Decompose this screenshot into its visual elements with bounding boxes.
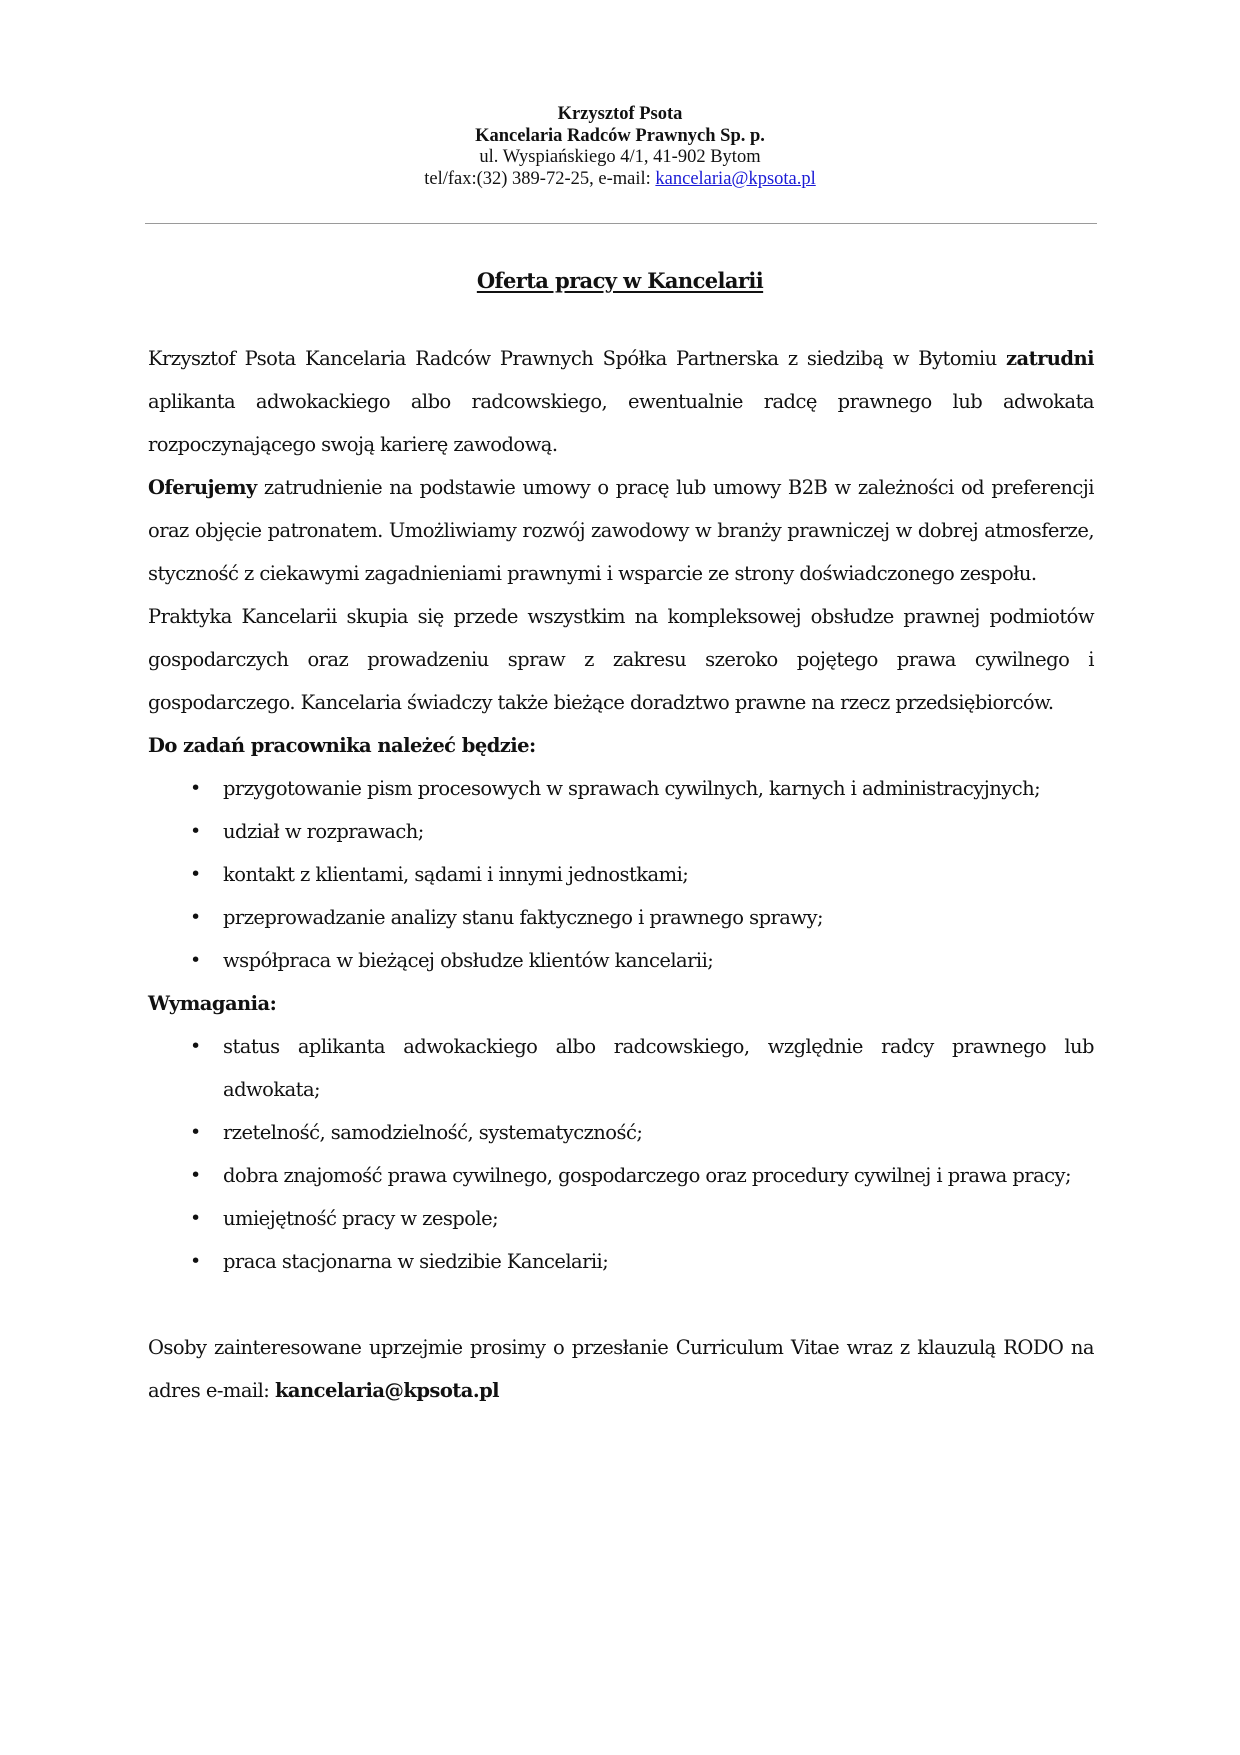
contact-phone: tel/fax:(32) 389-72-25, e-mail: <box>424 168 656 189</box>
closing-text: Osoby zainteresowane uprzejmie prosimy o przesłanie Curriculum Vitae wraz z klauzulą RODO na adres e-mail: <box>148 1336 1094 1402</box>
bullet-icon: • <box>190 949 201 971</box>
bullet-icon: • <box>190 1250 201 1272</box>
list-item <box>148 1154 1094 1197</box>
intro-line1: Krzysztof Psota Kancelaria Radców Prawnych Spółka Partnerska z siedzibą w Bytomiu <box>148 347 997 370</box>
list-item-text: rzetelność, samodzielność, systematyczność; <box>223 1121 643 1144</box>
list-item-text: przeprowadzanie analizy stanu faktycznego i prawnego sprawy; <box>223 906 823 929</box>
header-divider <box>145 223 1097 224</box>
bullet-icon: • <box>190 820 201 842</box>
practice-paragraph: Praktyka Kancelarii skupia się przede wszystkim na kompleksowej obsłudze prawnej podmiotów gospodarczych oraz prowadzeniu spraw z zakresu szeroko pojętego prawa cywilnego i gospodarczego. Kancelaria świadczy także bieżące doradztwo prawne na rzecz przedsiębiorców. <box>148 605 1094 714</box>
list-item-text: status aplikanta adwokackiego albo radcowskiego, względnie radcy prawnego lub adwokata; <box>223 1035 1094 1101</box>
list-item-text: umiejętność pracy w zespole; <box>223 1207 499 1230</box>
duties-list <box>148 767 1094 982</box>
intro-bold: zatrudni <box>1006 347 1094 370</box>
intro-paragraph <box>148 337 1094 466</box>
bullet-icon: • <box>190 863 201 885</box>
offer-bold: Oferujemy <box>148 476 257 499</box>
closing-email: kancelaria@kpsota.pl <box>274 1379 500 1402</box>
offer-rest: zatrudnienie na podstawie umowy o pracę lub umowy B2B w zależności od preferencji oraz objęcie patronatem. Umożliwiamy rozwój zawodowy w branży prawniczej w dobrej atmosferze, styczność z ciekawymi zagadnieniami prawnymi i wsparcie ze strony doświadczonego zespołu. <box>148 476 1094 585</box>
closing-paragraph <box>148 1326 1094 1412</box>
bullet-icon: • <box>190 1207 201 1229</box>
list-item-text: udział w rozprawach; <box>223 820 424 843</box>
list-item <box>148 896 1094 939</box>
list-item-text: dobra znajomość prawa cywilnego, gospodarczego oraz procedury cywilnej i prawa pracy; <box>223 1164 1072 1187</box>
letterhead-address: ul. Wyspiańskiego 4/1, 41-902 Bytom <box>479 147 761 167</box>
letterhead <box>0 104 1240 190</box>
requirements-list <box>148 1025 1094 1283</box>
list-item-text: praca stacjonarna w siedzibie Kancelarii; <box>223 1250 609 1273</box>
spacer <box>148 1283 1094 1326</box>
email-link[interactable]: kancelaria@kpsota.pl <box>655 168 816 189</box>
list-item <box>148 810 1094 853</box>
intro-rest: aplikanta adwokackiego albo radcowskiego, ewentualnie radcę prawnego lub adwokata rozpoczynającego swoją karierę zawodową. <box>148 390 1094 456</box>
letterhead-name: Krzysztof Psota <box>557 104 683 124</box>
bullet-icon: • <box>190 777 201 799</box>
list-item <box>148 1240 1094 1283</box>
list-item-text: kontakt z klientami, sądami i innymi jednostkami; <box>223 863 689 886</box>
bullet-icon: • <box>190 1035 201 1057</box>
list-item <box>148 767 1094 810</box>
list-item-text: współpraca w bieżącej obsłudze klientów kancelarii; <box>223 949 714 972</box>
letterhead-firm: Kancelaria Radców Prawnych Sp. p. <box>475 125 765 146</box>
bullet-icon: • <box>190 1121 201 1143</box>
duties-heading: Do zadań pracownika należeć będzie: <box>148 734 536 757</box>
bullet-icon: • <box>190 1164 201 1186</box>
list-item <box>148 1025 1094 1111</box>
list-item <box>148 1111 1094 1154</box>
requirements-heading: Wymagania: <box>148 992 277 1015</box>
offer-paragraph <box>148 466 1094 595</box>
list-item <box>148 1197 1094 1240</box>
letterhead-contact <box>0 169 1240 191</box>
list-item <box>148 939 1094 982</box>
bullet-icon: • <box>190 906 201 928</box>
document-title: Oferta pracy w Kancelarii <box>476 268 764 293</box>
list-item-text: przygotowanie pism procesowych w sprawach cywilnych, karnych i administracyjnych; <box>223 777 1041 800</box>
document-body <box>148 337 1094 1412</box>
list-item <box>148 853 1094 896</box>
